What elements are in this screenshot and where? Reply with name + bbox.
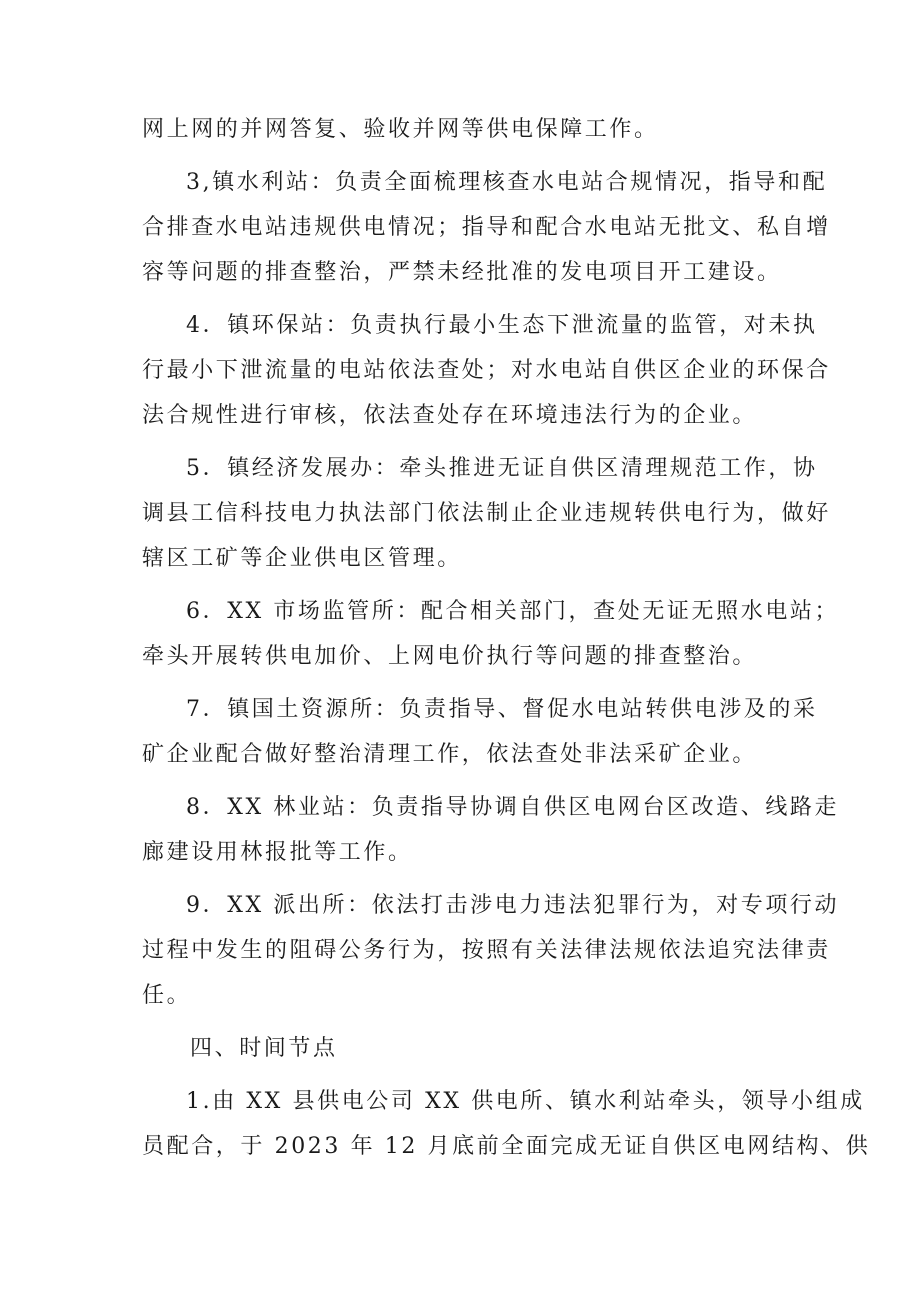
text-line-8: 5．镇经济发展办：牵头推进无证自供区清理规范工作，协 xyxy=(186,456,818,481)
text-line-12: 牵头开展转供电加价、上网电价执行等问题的排查整治。 xyxy=(142,644,758,669)
text-line-3: 合排查水电站违规供电情况；指导和配合水电站无批文、私自增 xyxy=(142,215,831,240)
text-line-10: 辖区工矿等企业供电区管理。 xyxy=(142,546,462,571)
text-line-16: 廊建设用林报批等工作。 xyxy=(142,840,413,865)
text-line-6: 行最小下泄流量的电站依法查处；对水电站自供区企业的环保合 xyxy=(142,358,831,383)
text-line-14: 矿企业配合做好整治清理工作，依法查处非法采矿企业。 xyxy=(142,742,758,767)
text-line-9: 调县工信科技电力执法部门依法制止企业违规转供电行为，做好 xyxy=(142,501,831,526)
text-line-19: 任。 xyxy=(142,983,192,1008)
section-heading-time-nodes: 四、时间节点 xyxy=(190,1036,338,1061)
text-line-18: 过程中发生的阻碍公务行为，按照有关法律法规依法追究法律责 xyxy=(142,938,831,963)
text-line-4: 容等问题的排查整治，严禁未经批准的发电项目开工建设。 xyxy=(142,260,782,285)
text-line-2: 3,镇水利站：负责全面梳理核查水电站合规情况，指导和配 xyxy=(186,170,828,195)
text-line-5: 4．镇环保站：负责执行最小生态下泄流量的监管，对未执 xyxy=(186,313,818,338)
text-line-7: 法合规性进行审核，依法查处存在环境违法行为的企业。 xyxy=(142,403,758,428)
text-line-17: 9．XX 派出所：依法打击涉电力违法犯罪行为，对专项行动 xyxy=(186,893,840,918)
text-line-21: 1.由 XX 县供电公司 XX 供电所、镇水利站牵头，领导小组成 xyxy=(186,1089,865,1114)
text-line-1: 网上网的并网答复、验收并网等供电保障工作。 xyxy=(142,117,659,142)
text-line-13: 7．镇国土资源所：负责指导、督促水电站转供电涉及的采 xyxy=(186,697,818,722)
text-line-11: 6．XX 市场监管所：配合相关部门，查处无证无照水电站； xyxy=(186,599,840,624)
text-line-15: 8．XX 林业站：负责指导协调自供区电网台区改造、线路走 xyxy=(186,795,840,820)
text-line-22: 员配合，于 2023 年 12 月底前全面完成无证自供区电网结构、供 xyxy=(142,1134,871,1159)
